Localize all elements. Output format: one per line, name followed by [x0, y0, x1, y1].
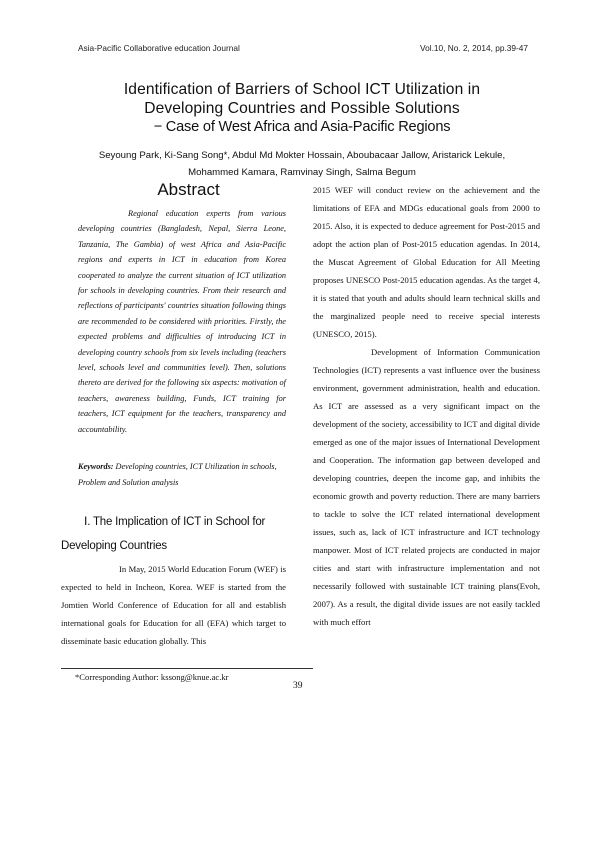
section-1-heading-line-1: Ⅰ. The Implication of ICT in School for: [84, 516, 266, 529]
section-1-heading: [61, 510, 286, 558]
left-column: [61, 180, 286, 650]
authors-line-2: Mohammed Kamara, Ramvinay Singh, Salma Begum: [188, 167, 416, 178]
footnote-divider: [61, 668, 313, 669]
title-line-1: Identification of Barriers of School ICT Utilization in: [123, 81, 481, 98]
title-line-2: Developing Countries and Possible Solutions: [144, 100, 460, 117]
right-paragraph-2: Development of Information Communication Technologies (ICT) represents a vast influence over the business environment, government administration, health and education. As ICT are assessed as a very significant impact on the development of the society, accessibility to ICT and digital divide emerged as one of the major issues of International Development and Cooperation. The information gap between developed and developing countries, deepen the income gap, and inhibits the economic growth and poverty reduction. There are many barriers to tackle to solve the ICT related international development issues, such as, lack of ICT infrastructure and ICT technology manpower. Most of ICT related projects are conducted in major cities and start with infrastructure implementation and not necessarily followed with sustainable ICT training plans(Evoh, 2007). As a result, the digital divide issues are not easily tackled with much effort: [313, 347, 540, 627]
keywords-text: Developing countries, ICT Utilization in schools, Problem and Solution analysis: [78, 462, 277, 487]
title-subtitle: − Case of West Africa and Asia-Pacific Regions: [153, 119, 451, 135]
paper-title: [60, 80, 544, 137]
page-number: 39: [293, 681, 303, 691]
volume-info: Vol.10, No. 2, 2014, pp.39-47: [420, 43, 528, 53]
keywords-label: Keywords:: [78, 462, 114, 472]
abstract-heading: Abstract: [157, 180, 220, 199]
section-1-heading-line-2: Developing Countries: [61, 540, 167, 553]
author-list: [70, 147, 534, 181]
keywords: [78, 459, 286, 490]
journal-name: Asia-Pacific Collaborative education Journal: [78, 43, 240, 53]
section-1-paragraph-1: In May, 2015 World Education Forum (WEF) is expected to held in Incheon, Korea. WEF is started from the Jomtien World Conference of Education for all and establish international goals for Education for all (EFA) which target to disseminate basic education globally. This: [61, 564, 286, 647]
right-column: [313, 181, 540, 631]
abstract-text: Regional education experts from various developing countries (Bangladesh, Nepal, Sierra Leone, Tanzania, The Gambia) of west Africa and Asia-Pacific regions and experts in ICT in education from Korea cooperated to analyze the current situation of ICT utilization for schools in developing countries. From their research and reflections of participants' countries situation following things are recommended to be considered with priorities. Firstly, the expected problems and difficulties of introducing ICT in developing country schools from six levels including (teachers level, schools level and communities level). Then, solutions thereto are derived for the following six aspects: motivation of teachers, awareness building, Funds, ICT training for teachers, ICT equipment for the teachers, transparency and accountability.: [78, 209, 286, 434]
right-paragraph-continued: 2015 WEF will conduct review on the achievement and the limitations of EFA and MDGs educational goals from 2000 to 2015. Also, it is expected to deduce agreement for Post-2015 and adopt the action plan of Post-2015 education agendas. In 2014, the Muscat Agreement of Global Education for All Meeting proposes UNESCO Post-2015 education agendas. As the target 4, it is stated that youth and adults should learn technical skills and the marginalized people need to receive special interests (UNESCO, 2015).: [313, 185, 540, 339]
authors-line-1: Seyoung Park, Ki-Sang Song*, Abdul Md Mokter Hossain, Aboubacaar Jallow, Aristarick Lekule,: [98, 150, 506, 161]
corresponding-author-footnote: *Corresponding Author: kssong@knue.ac.kr: [75, 672, 229, 682]
